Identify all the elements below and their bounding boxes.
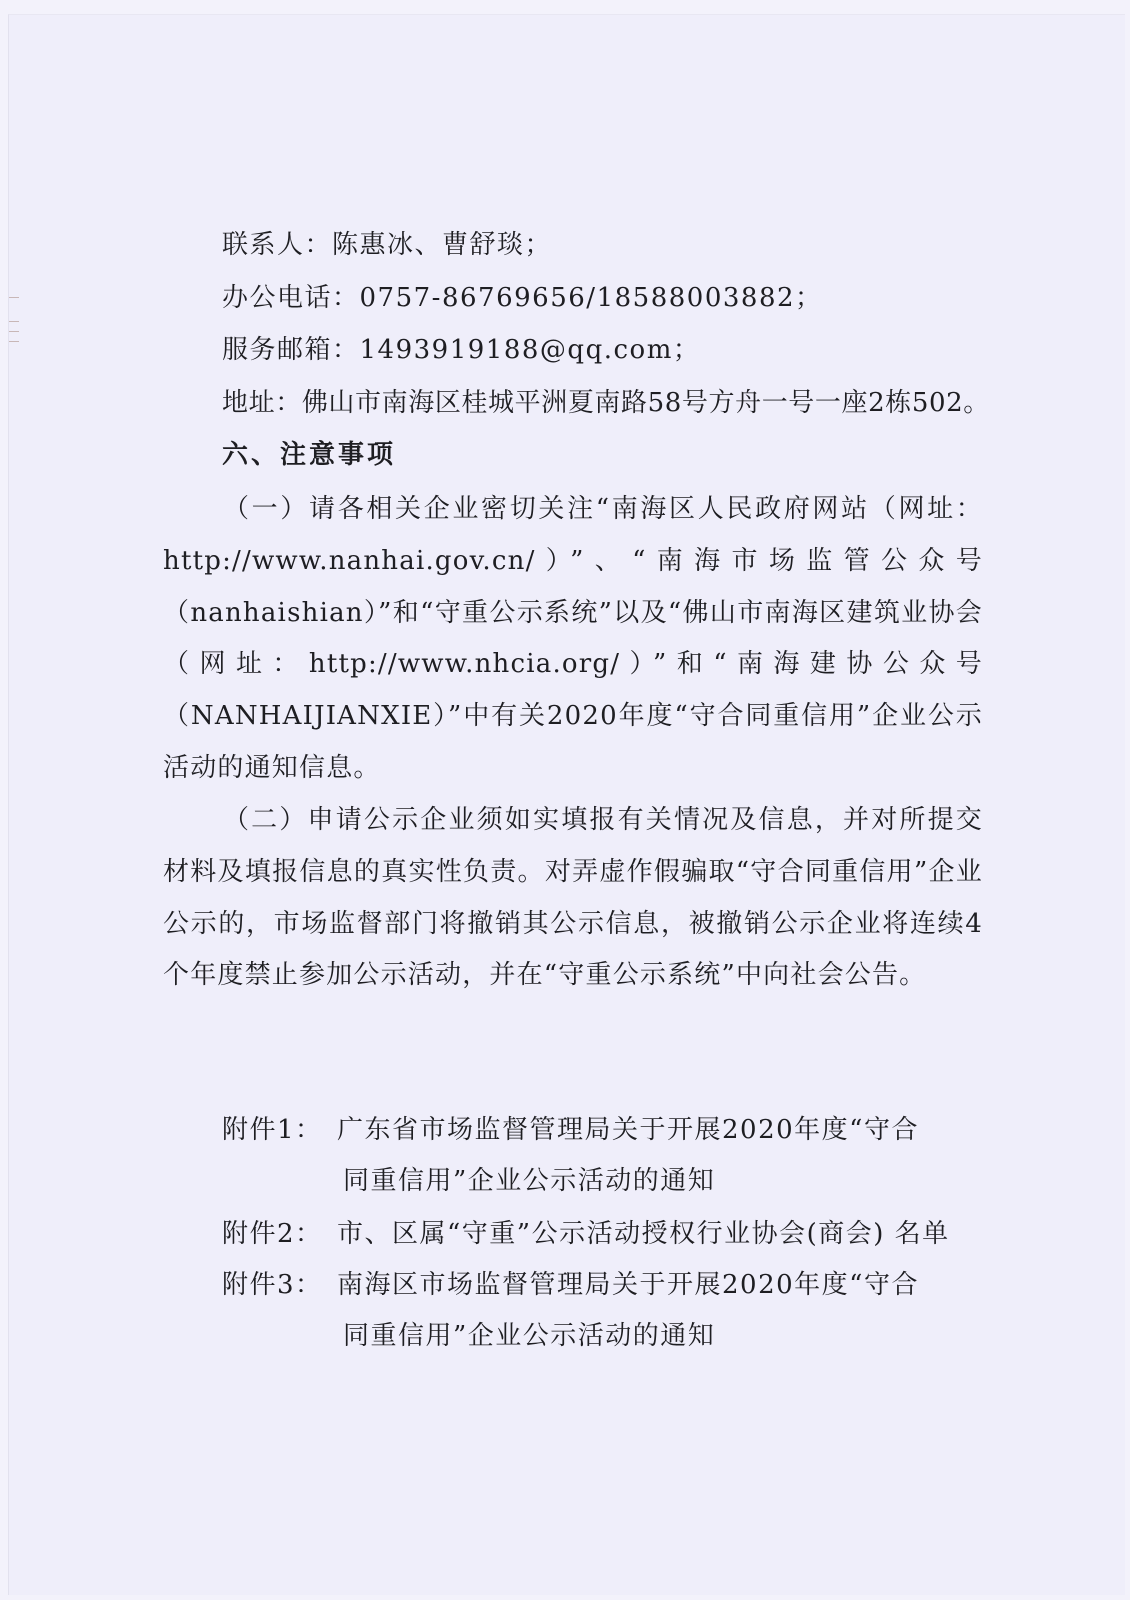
contact-email [222,334,700,366]
contact-address [222,387,990,419]
contact-address-value: 佛山市南海区桂城平洲夏南路58号方舟一号一座2栋502。 [301,388,990,418]
scan-edge-mark [9,331,19,332]
attachment-1-label: 附件1： [222,1115,323,1145]
attachment-2-label: 附件2： [222,1219,323,1249]
contact-address-label: 地址： [222,388,302,418]
scan-edge-mark [9,297,19,298]
attachment-2-title: 市、区属“守重”公示活动授权行业协会(商会) 名单 [337,1219,950,1249]
contact-person [222,229,552,261]
scan-edge-mark [9,341,19,342]
contact-person-label: 联系人： [222,230,333,260]
attachment-3-title-line2: 同重信用”企业公示活动的通知 [343,1321,716,1351]
attachment-3-label: 附件3： [222,1270,323,1300]
attachment-3 [222,1260,919,1362]
attachment-1-title-line1: 广东省市场监督管理局关于开展2020年度“守合 [337,1115,919,1145]
section-heading: 六、注意事项 [222,440,397,470]
contact-phone-label: 办公电话： [222,283,360,313]
contact-email-label: 服务邮箱： [222,335,360,365]
notice-paragraph-1: （一）请各相关企业密切关注“南海区人民政府网站（网址：http://www.nanhai.gov.cn/）”、“南海市场监管公众号（nanhaishian）”和“守重公示系统”以及“佛山市南海区建筑业协会（网址：http://www.nhcia.org/）”和“南海建协公众号（NANHAIJIANXIE）”中有关2020年度“守合同重信用”企业公示活动的通知信息。 [163,494,983,783]
attachment-1-title-line2: 同重信用”企业公示活动的通知 [343,1166,716,1196]
contact-phone-value: 0757-86769656/18588003882； [359,283,823,313]
attachment-2 [222,1209,950,1260]
attachment-3-title-line1: 南海区市场监督管理局关于开展2020年度“守合 [337,1270,919,1300]
contact-email-value: 1493919188@qq.com； [359,335,701,365]
contact-person-value: 陈惠冰、曹舒琰； [332,230,553,260]
contact-phone [222,282,823,314]
notice-paragraph-2: （二）申请公示企业须如实填报有关情况及信息，并对所提交材料及填报信息的真实性负责。对弄虚作假骗取“守合同重信用”企业公示的，市场监督部门将撤销其公示信息，被撤销公示企业将连续4个年度禁止参加公示活动，并在“守重公示系统”中向社会公告。 [163,805,983,991]
attachment-1 [222,1105,919,1207]
scan-edge-mark [9,321,19,322]
